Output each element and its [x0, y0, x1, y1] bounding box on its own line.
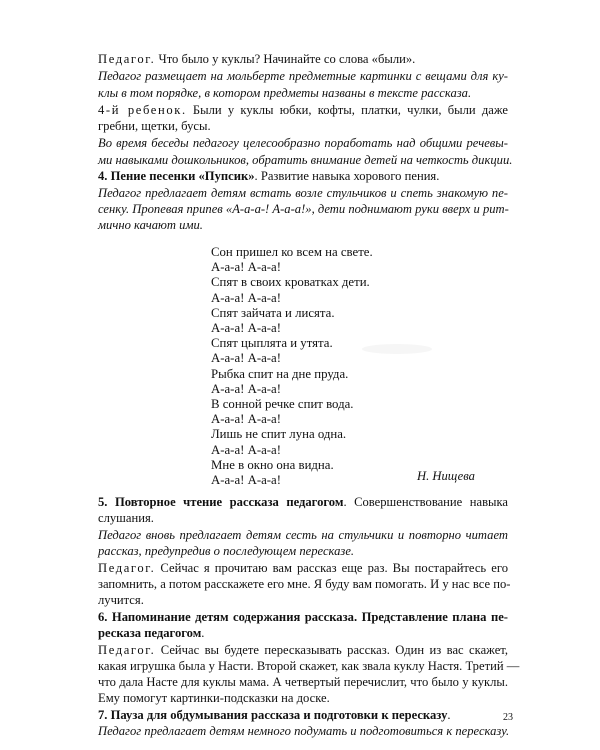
poem-author: Н. Нищева — [417, 469, 475, 483]
poem-line: Спят зайчата и лисята. — [211, 305, 335, 320]
poem-line: А-а-а! А-а-а! — [211, 412, 281, 427]
child-answer: 4-й ребенок. Были у куклы юбки, кофты, платки, чулки, были даже — [98, 103, 508, 117]
instruction-note: мично качают ими. — [98, 218, 203, 232]
speaker-label: Педагог. — [98, 52, 156, 66]
teacher-speech: Педагог. Сейчас я прочитаю вам рассказ еще раз. Вы постарайтесь его — [98, 561, 508, 575]
instruction-note: сенку. Пропевая припев «А-а-а-! А-а-а!», дети поднимают руки вверх и рит- — [98, 202, 509, 216]
section-heading: 6. Напоминание детям содержания рассказа. Представление плана пе- — [98, 610, 508, 624]
teacher-speech: Ему помогут картинки-подсказки на доске. — [98, 691, 330, 705]
poem-line: А-а-а! А-а-а! — [211, 321, 281, 336]
section-heading: 7. Пауза для обдумывания рассказа и подготовки к пересказу. — [98, 708, 451, 722]
child-answer: гребни, щетки, бусы. — [98, 119, 211, 133]
poem-line: А-а-а! А-а-а! — [211, 473, 281, 488]
section-heading: 4. Пение песенки «Пупсик». Развитие навыка хорового пения. — [98, 169, 440, 183]
instruction-note: Педагог предлагает детям немного подумать и подготовиться к пересказу. — [98, 724, 510, 738]
section-heading: ресказа педагогом. — [98, 626, 205, 640]
page-number: 23 — [503, 712, 513, 723]
poem-line: А-а-а! А-а-а! — [211, 260, 281, 275]
instruction-note: Педагог предлагает детям встать возле стульчиков и спеть знакомую пе- — [98, 186, 508, 200]
teacher-speech: запомнить, а потом расскажете его мне. Я буду вам помогать. И у нас все по- — [98, 577, 511, 591]
poem-line: Спят цыплята и утята. — [211, 336, 333, 351]
teacher-speech: какая игрушка была у Насти. Второй скажет, как звала куклу Настя. Третий — — [98, 659, 520, 673]
teacher-speech: Педагог. Сейчас вы будете пересказывать рассказ. Один из вас скажет, — [98, 643, 508, 657]
teacher-question: Педагог. Что было у куклы? Начинайте со слова «были». — [98, 52, 416, 66]
instruction-note: Во время беседы педагогу целесообразно поработать над общими речевы- — [98, 136, 508, 150]
poem-line: А-а-а! А-а-а! — [211, 290, 281, 305]
poem-line: А-а-а! А-а-а! — [211, 442, 281, 457]
instruction-note: клы в том порядке, в котором предметы названы в тексте рассказа. — [98, 86, 472, 100]
poem — [211, 245, 373, 488]
poem-line: В сонной речке спит вода. — [211, 397, 354, 412]
instruction-note: ми навыками дошкольников, обратить внимание детей на четкость дикции. — [98, 153, 513, 167]
scan-smudge — [362, 344, 432, 354]
poem-line: А-а-а! А-а-а! — [211, 351, 281, 366]
poem-line: Мне в окно она видна. — [211, 457, 334, 472]
poem-line: Сон пришел ко всем на свете. — [211, 245, 373, 259]
instruction-note: рассказ, предупредив о последующем пересказе. — [98, 544, 355, 558]
teacher-speech: что дала Насте для куклы мама. А четвертый перечислит, что было у куклы. — [98, 675, 508, 689]
poem-line: А-а-а! А-а-а! — [211, 381, 281, 396]
poem-line: Лишь не спит луна одна. — [211, 427, 347, 442]
teacher-speech: лучится. — [98, 593, 144, 607]
section-heading: 5. Повторное чтение рассказа педагогом. Совершенствование навыка — [98, 495, 509, 509]
instruction-note: Педагог размещает на мольберте предметные картинки с вещами для ку- — [98, 69, 508, 83]
poem-line: Рыбка спит на дне пруда. — [211, 366, 349, 381]
section-text: слушания. — [98, 511, 154, 525]
instruction-note: Педагог вновь предлагает детям сесть на стульчики и повторно читает — [98, 528, 508, 542]
poem-line: Спят в своих кроватках дети. — [211, 275, 370, 290]
